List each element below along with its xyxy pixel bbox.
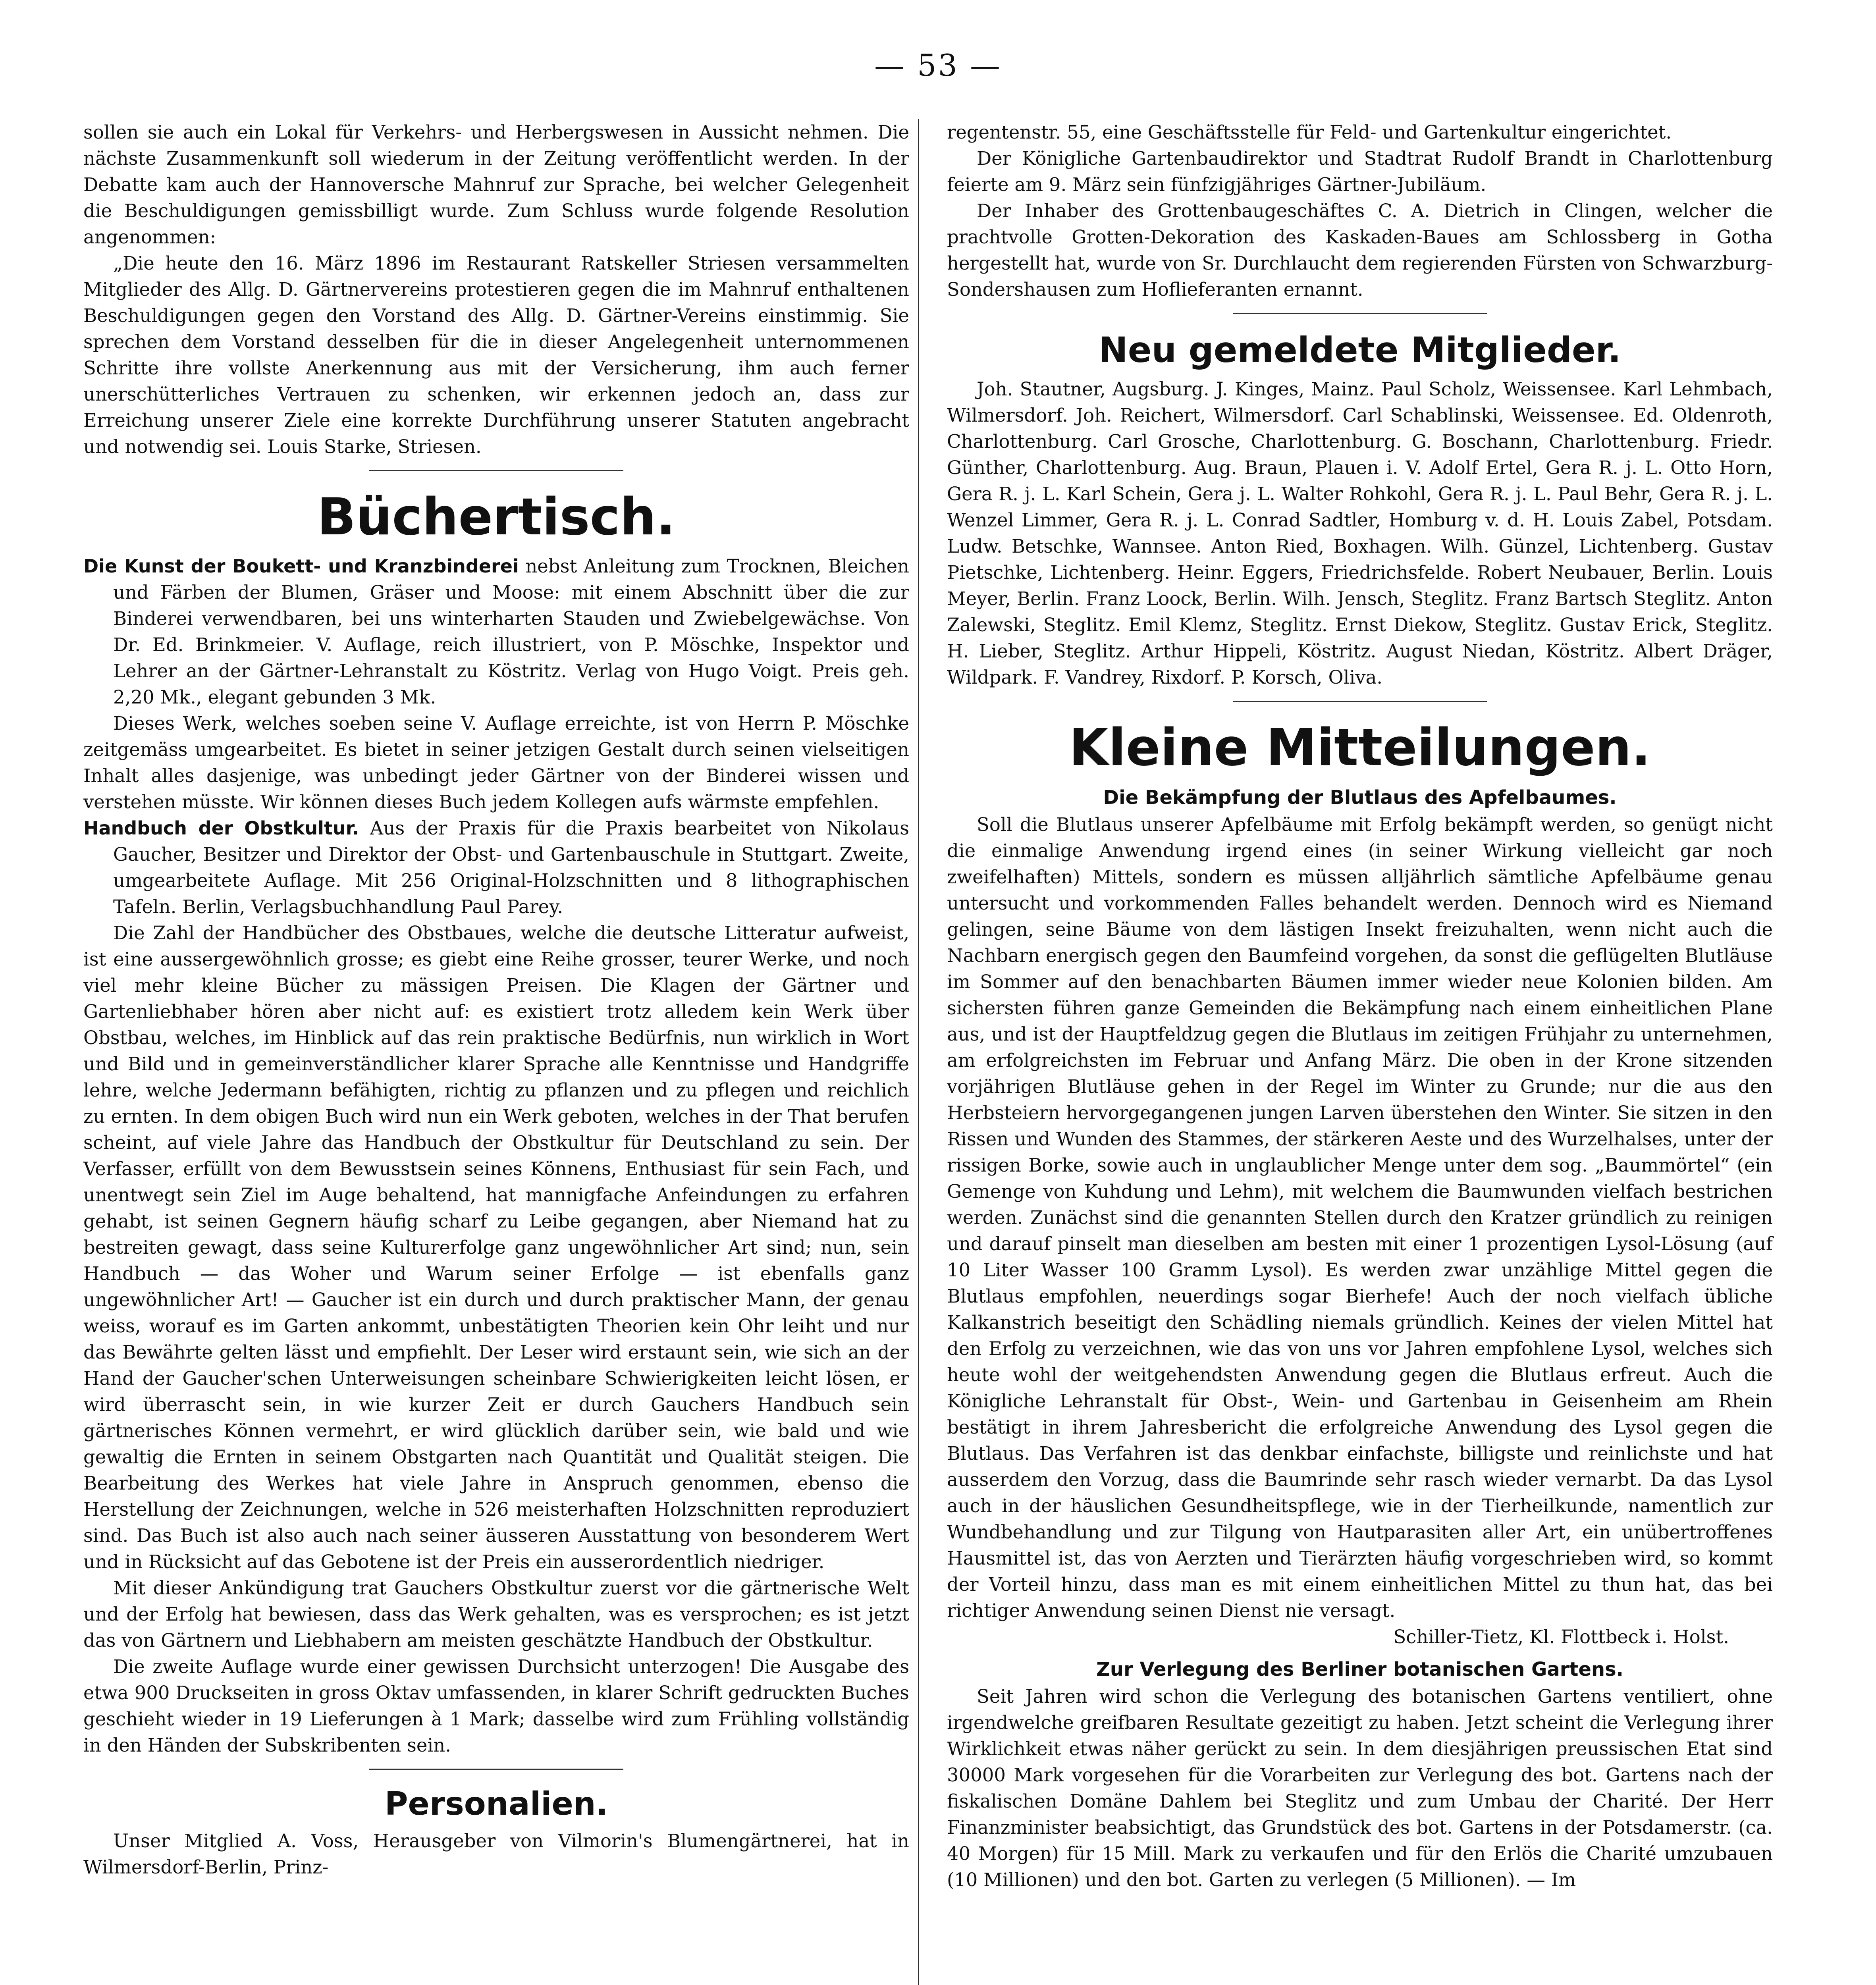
blutlaus-signature: Schiller-Tietz, Kl. Flottbeck i. Holst. — [1393, 1626, 1729, 1648]
book-description-boukett: nebst Anleitung zum Trocknen, Bleichen und Färben der Blumen, Gräser und Moose: mit einem Abschnitt über die zur Binderei verwendbaren, bei uns winterharten Stauden und Zwiebelgewächse. Von Dr. Ed. Brinkmeier. V. Auflage, reich illustriert, von P. Möschke, Inspektor und Lehrer an der Gärtner-Lehranstalt zu Köstritz. Verlag von Hugo Voigt. Preis geh. 2,20 Mk., elegant gebunden 3 Mk. — [113, 555, 909, 708]
kleine-mitteilungen-heading: Kleine Mitteilungen. — [1069, 718, 1651, 777]
book-entry-boukett — [83, 553, 909, 710]
resolution-paragraph: „Die heute den 16. März 1896 im Restaurant Ratskeller Striesen versammelten Mitglieder des Allg. D. Gärtnervereins protestieren gegen die im Mahnruf enthaltenen Beschuldigungen gegen den Vorstand des Allg. D. Gärtner-Vereins einstimmig. Sie sprechen dem Vorstand desselben für die in dieser Angelegenheit unternommenen Schritte ihre vollste Anerkennung aus mit der Versicherung, ihm auch ferner unerschütterliches Vertrauen zu schenken, wir erkennen jedoch an, dass zur Erreichung unserer Ziele eine korrekte Durchführung unserer Statuten angebracht und notwendig sei. Louis Starke, Striesen. — [83, 252, 909, 457]
buchertisch-heading: Büchertisch. — [317, 488, 676, 547]
personalien-paragraph-1-continued: regentenstr. 55, eine Geschäftsstelle für Feld- und Gartenkultur eingerichtet. — [947, 121, 1672, 143]
book-title-boukett: Die Kunst der Boukett- und Kranzbinderei — [83, 555, 519, 577]
mitglieder-heading: Neu gemeldete Mitglieder. — [1099, 330, 1621, 370]
personalien-paragraph-2: Der Königliche Gartenbaudirektor und Stadtrat Rudolf Brandt in Charlottenburg feierte am 9. März sein fünfzigjähriges Gärtner-Jubiläum. — [947, 148, 1773, 195]
book-review-obstkultur-3: Die zweite Auflage wurde einer gewissen Durchsicht unterzogen! Die Ausgabe des etwa 900 Druckseiten in gross Oktav umfassenden, in klarer Schrift gedruckten Buches geschieht wieder in 19 Lieferungen à 1 Mark; dasselbe wird zum Frühling vollständig in den Händen der Subskribenten sein. — [83, 1656, 909, 1756]
section-divider — [1233, 701, 1487, 702]
member-list: Joh. Stautner, Augsburg. J. Kinges, Mainz. Paul Scholz, Weissensee. Karl Lehmbach, Wilmersdorf. Joh. Reichert, Wilmersdorf. Carl Schablinski, Weissensee. Ed. Oldenroth, Charlottenburg. Carl Grosche, Charlottenburg. G. Boschann, Charlottenburg. Friedr. Günther, Charlottenburg. Aug. Braun, Plauen i. V. Adolf Ertel, Gera R. j. L. Otto Horn, Gera R. j. L. Karl Schein, Gera j. L. Walter Rohkohl, Gera R. j. L. Paul Behr, Gera R. j. L. Wenzel Limmer, Gera R. j. L. Conrad Sadtler, Homburg v. d. H. Louis Zabel, Potsdam. Ludw. Betschke, Wannsee. Anton Ried, Boxhagen. Wilh. Günzel, Lichtenberg. Gustav Pietschke, Lichtenberg. Heinr. Eggers, Friedrichsfelde. Robert Neubauer, Berlin. Louis Meyer, Berlin. Franz Loock, Berlin. Wilh. Jensch, Steglitz. Franz Bartsch Steglitz. Anton Zalewski, Steglitz. Emil Klemz, Steglitz. Ernst Diekow, Steglitz. Gustav Erick, Steglitz. H. Lieber, Steglitz. Arthur Hippeli, Köstritz. August Niedan, Köstritz. Albert Dräger, Wildpark. F. Vandrey, Rixdorf. P. Korsch, Oliva. — [947, 378, 1773, 688]
meeting-report-paragraph: sollen sie auch ein Lokal für Verkehrs- und Herbergswesen in Aussicht nehmen. Die nächste Zusammenkunft soll wiederum in der Zeitung veröffentlicht werden. In der Debatte kam auch der Hannoversche Mahnruf zur Sprache, bei welcher Gelegenheit die Beschuldigungen gemissbilligt wurde. Zum Schluss wurde folgende Resolution angenommen: — [83, 121, 909, 248]
left-column — [83, 119, 909, 1880]
section-divider — [1233, 313, 1487, 314]
personalien-paragraph-1: Unser Mitglied A. Voss, Herausgeber von Vilmorin's Blumengärtnerei, hat in Wilmersdorf-Berlin, Prinz- — [83, 1830, 909, 1878]
botanischer-garten-article: Seit Jahren wird schon die Verlegung des botanischen Gartens ventiliert, ohne irgendwelche greifbaren Resultate gezeitigt zu haben. Jetzt scheint die Verlegung ihrer Wirklichkeit etwas näher gerückt zu sein. In dem diesjährigen preussischen Etat sind 30000 Mark vorgesehen für die Vorarbeiten zur Verlegung des bot. Gartens nach der fiskalischen Domäne Dahlem bei Steglitz und zum Umbau der Charité. Der Herr Finanzminister beabsichtigt, das Grundstück des bot. Gartens in der Potsdamerstr. (ca. 40 Morgen) für 15 Mill. Mark zu verkaufen und für den Erlös die Charité umzubauen (10 Millionen) und den bot. Garten zu verlegen (5 Millionen). — Im — [947, 1686, 1773, 1891]
blutlaus-article: Soll die Blutlaus unserer Apfelbäume mit Erfolg bekämpft werden, so genügt nicht die einmalige Anwendung irgend eines (in seiner Wirkung vielleicht gar noch zweifelhaften) Mittels, sondern es müssen alljährlich sämtliche Apfelbäume genau untersucht und vorkommenden Falles behandelt werden. Dennoch wird es Niemand gelingen, seine Bäume von dem lästigen Insekt freizuhalten, wenn nicht auch die Nachbarn energisch gegen den Baumfeind vorgehen, da sonst die geflügelten Blutläuse im Sommer auf den benachbarten Bäumen immer wieder neue Kolonien bilden. Am sichersten führen ganze Gemeinden die Bekämpfung nach einem einheitlichen Plane aus, und ist der Hauptfeldzug gegen die Blutlaus im zeitigen Frühjahr zu unternehmen, am erfolgreichsten im Februar und Anfang März. Die oben in der Krone sitzenden vorjährigen Blutläuse gehen in der Regel im Winter zu Grunde; nur die aus den Herbsteiern hervorgegangenen jungen Larven überstehen den Winter. Sie sitzen in den Rissen und Wunden des Stammes, der stärkeren Aeste und des Wurzelhalses, unter der rissigen Borke, sowie auch in unglaublicher Menge unter dem sog. „Baummörtel“ (ein Gemenge von Kuhdung und Lehm), mit welchem die Baumwunden vielfach bestrichen werden. Zunächst sind die genannten Stellen durch den Kratzer gründlich zu reinigen und darauf pinselt man dieselben am besten mit einer 1 prozentigen Lysol-Lösung (auf 10 Liter Wasser 100 Gramm Lysol). Es werden zwar unzählige Mittel gegen die Blutlaus empfohlen, neuerdings sogar Bierhefe! Auch der noch vielfach übliche Kalkanstrich beseitigt den Schädling niemals gründlich. Keines der vielen Mittel hat den Erfolg zu verzeichnen, wie das von uns vor Jahren empfohlene Lysol, welches sich heute wohl der weitgehendsten Anwendung gegen die Blutlaus erfreut. Auch die Königliche Lehranstalt für Obst-, Wein- und Gartenbau in Geisenheim am Rhein bestätigt in ihrem Jahresbericht die erfolgreiche Anwendung des Lysol gegen die Blutlaus. Das Verfahren ist das denkbar einfachste, billigste und reinlichste und hat ausserdem den Vorzug, dass die Baumrinde sehr rasch wieder vernarbt. Da das Lysol auch in der häuslichen Gesundheitspflege, wie in der Tierheilkunde, namentlich zur Wundbehandlung und zur Tilgung von Hautparasiten aller Art, ein unübertroffenes Hausmittel ist, das von Aerzten und Tierärzten häufig vorgeschrieben wird, so kommt der Vorteil hinzu, dass man es mit einem einheitlichen Mittel zu thun hat, das bei richtiger Anwendung seinen Dienst nie versagt. — [947, 814, 1773, 1621]
right-column — [947, 119, 1773, 1893]
section-divider — [369, 470, 623, 471]
botanischer-garten-heading: Zur Verlegung des Berliner botanischen Gartens. — [1096, 1658, 1623, 1681]
blutlaus-heading: Die Bekämpfung der Blutlaus des Apfelbaumes. — [1103, 786, 1617, 809]
book-review-boukett: Dieses Werk, welches soeben seine V. Auflage erreichte, ist von Herrn P. Möschke zeitgemäss umgearbeitet. Es bietet in seiner jetzigen Gestalt durch seinen vielseitigen Inhalt alles dasjenige, was unbedingt jeder Gärtner von der Binderei wissen und verstehen müsste. Wir können dieses Buch jedem Kollegen aufs wärmste empfehlen. — [83, 713, 909, 813]
section-divider — [369, 1769, 623, 1770]
personalien-paragraph-3: Der Inhaber des Grottenbaugeschäftes C. A. Dietrich in Clingen, welcher die prachtvolle Grotten-Dekoration des Kaskaden-Baues am Schlossberg in Gotha hergestellt hat, wurde von Sr. Durchlaucht dem regierenden Fürsten von Schwarzburg-Sondershausen zum Hoflieferanten ernannt. — [947, 200, 1773, 300]
personalien-heading: Personalien. — [384, 1785, 608, 1822]
book-description-obstkultur: Aus der Praxis für die Praxis bearbeitet von Nikolaus Gaucher, Besitzer und Direktor der Obst- und Gartenbauschule in Stuttgart. Zweite, umgearbeitete Auflage. Mit 256 Original-Holzschnitten und 8 lithographischen Tafeln. Berlin, Verlagsbuchhandlung Paul Parey. — [113, 817, 909, 917]
book-title-obstkultur: Handbuch der Obstkultur. — [83, 817, 359, 839]
book-entry-obstkultur — [83, 815, 909, 920]
page-number: — 53 — — [874, 48, 1002, 83]
column-divider — [918, 119, 919, 1985]
book-review-obstkultur-1: Die Zahl der Handbücher des Obstbaues, welche die deutsche Litteratur aufweist, ist eine aussergewöhnlich grosse; es giebt eine Reihe grosser, teurer Werke, und noch viel mehr kleine Bücher zu mässigen Preisen. Die Klagen der Gärtner und Gartenliebhaber hören aber nicht auf: es existiert trotz alledem kein Werk über Obstbau, welches, im Hinblick auf das rein praktische Bedürfnis, nun wirklich in Wort und Bild und in gemeinverständlicher klarer Sprache alle Kenntnisse und Handgriffe lehre, welche Jedermann befähigten, richtig zu pflanzen und zu pflegen und reichlich zu ernten. In dem obigen Buch wird nun ein Werk geboten, welches in der That berufen scheint, auf viele Jahre das Handbuch der Obstkultur für Deutschland zu sein. Der Verfasser, erfüllt von dem Bewusstsein seines Könnens, Enthusiast für sein Fach, und unentwegt sein Ziel im Auge behaltend, hat mannigfache Anfeindungen zu erfahren gehabt, ist seinen Gegnern häufig scharf zu Leibe gegangen, aber Niemand hat zu bestreiten gewagt, dass seine Kulturerfolge ganz ungewöhnlicher Art sind; nun, sein Handbuch — das Woher und Warum seiner Erfolge — ist ebenfalls ganz ungewöhnlicher Art! — Gaucher ist ein durch und durch praktischer Mann, der genau weiss, worauf es im Garten ankommt, unbestätigten Theorien kein Ohr leiht und nur das Bewährte gelten lässt und empfiehlt. Der Leser wird erstaunt sein, wie sich an der Hand der Gaucher'schen Unterweisungen scheinbare Schwierigkeiten leicht lösen, er wird überrascht sein, in wie kurzer Zeit er durch Gauchers Handbuch sein gärtnerisches Können vermehrt, er wird glücklich darüber sein, wie bald und wie gewaltig die Ernten in seinem Obstgarten nach Quantität und Qualität steigen. Die Bearbeitung des Werkes hat viele Jahre in Anspruch genommen, ebenso die Herstellung der Zeichnungen, welche in 526 meisterhaften Holzschnitten reproduziert sind. Das Buch ist also auch nach seiner äusseren Ausstattung von besonderem Wert und in Rücksicht auf das Gebotene ist der Preis ein ausserordentlich niedriger. — [83, 922, 909, 1573]
book-review-obstkultur-2: Mit dieser Ankündigung trat Gauchers Obstkultur zuerst vor die gärtnerische Welt und der Erfolg hat bewiesen, dass das Werk gehalten, was es versprochen; es ist jetzt das von Gärtnern und Liebhabern am meisten geschätzte Handbuch der Obstkultur. — [83, 1577, 909, 1651]
